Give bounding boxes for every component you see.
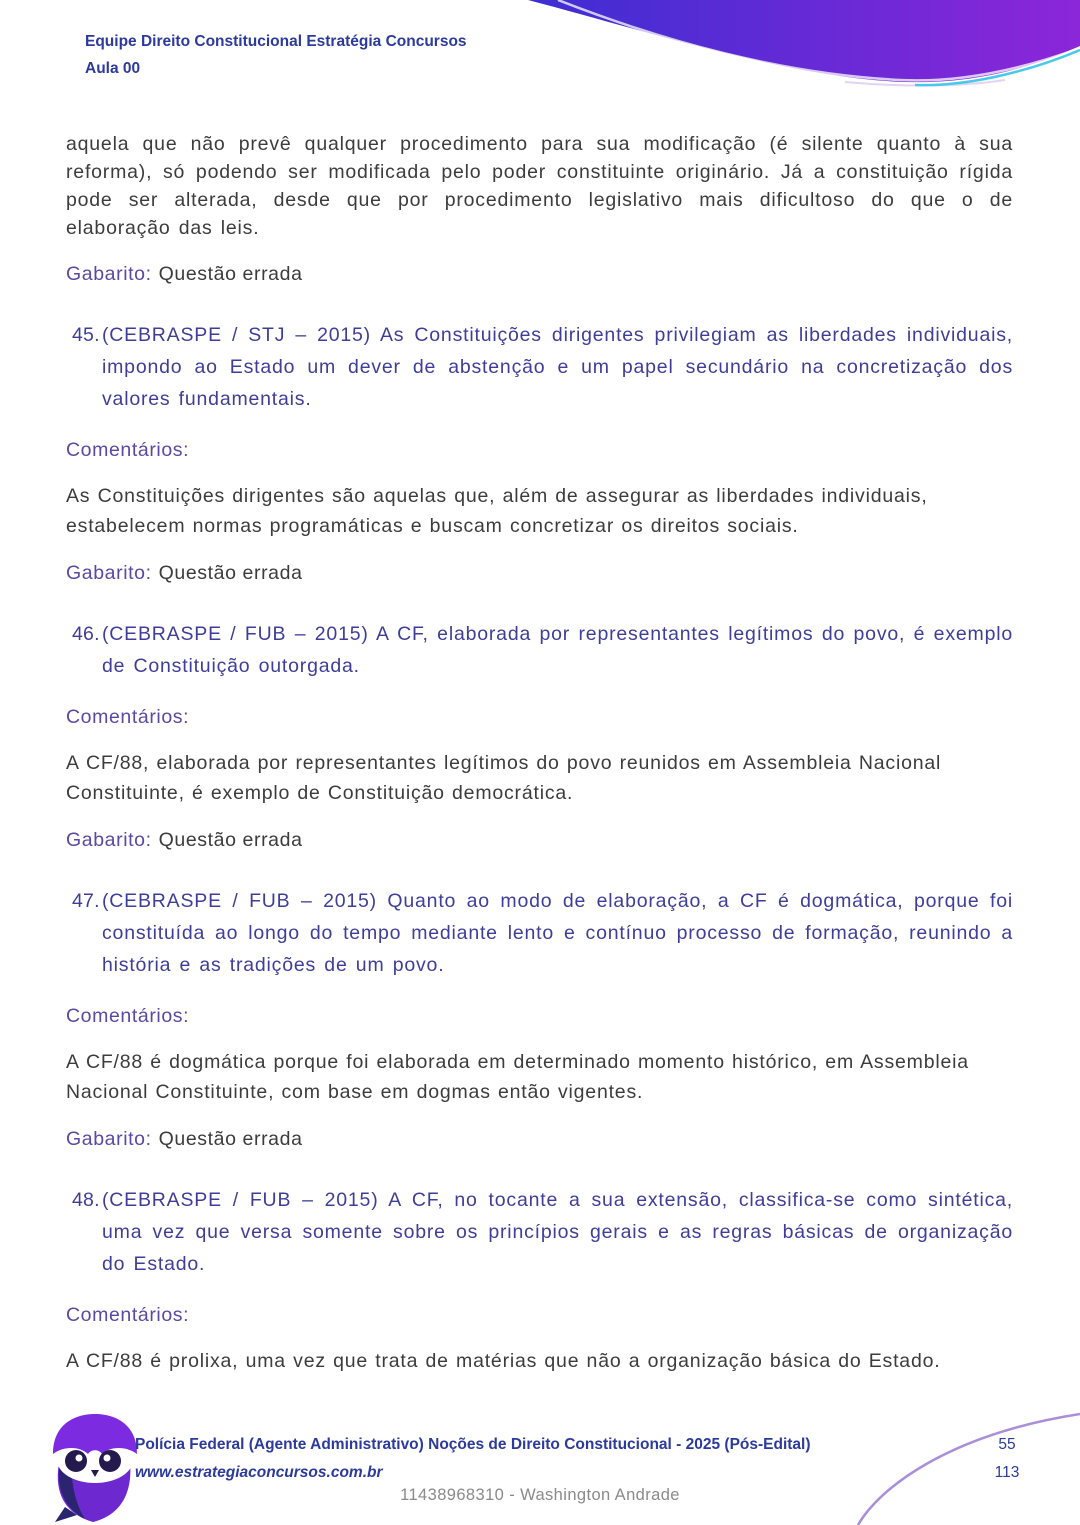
comentarios-label: Comentários:: [66, 1304, 190, 1326]
intro-paragraph: aquela que não prevê qualquer procedimento para sua modificação (é silente quanto à sua reforma), só podendo ser modificada pelo poder constituinte originário. Já a constituição rígida pode ser alterada, desde que por procedimento legislativo mais dificultoso do que o de elaboração das leis.: [66, 133, 1013, 239]
gabarito-line: [66, 261, 1013, 287]
footer-watermark: 11438968310 - Washington Andrade: [400, 1486, 680, 1504]
page-number-total: 113: [994, 1464, 1020, 1481]
gabarito-value: Questão errada: [158, 263, 303, 285]
gabarito-label: Gabarito:: [66, 829, 152, 851]
comentarios-label: Comentários:: [66, 1005, 190, 1027]
gabarito-value: Questão errada: [158, 829, 303, 851]
question-item-45: [72, 319, 1013, 415]
comentarios-label: Comentários:: [66, 706, 190, 728]
question-item-48: [72, 1184, 1013, 1280]
header-team-line: Equipe Direito Constitucional Estratégia Concursos: [85, 33, 467, 50]
question-text: (CEBRASPE / FUB – 2015) A CF, no tocante a sua extensão, classifica-se como sintética, uma vez que versa somente sobre os princípios gerais e as regras básicas de organização do Estado.: [102, 1189, 1013, 1275]
question-number: 48.: [72, 1189, 100, 1211]
gabarito-value: Questão errada: [158, 1128, 303, 1150]
question-text: (CEBRASPE / STJ – 2015) As Constituições dirigentes privilegiam as liberdades individuais, impondo ao Estado um dever de abstenção e um papel secundário na concretização dos valores fundamentais.: [102, 324, 1013, 410]
estrategia-owl-logo: [45, 1412, 145, 1524]
footer-course-title: Polícia Federal (Agente Administrativo) Noções de Direito Constitucional - 2025 (Pós-Edital): [135, 1436, 811, 1453]
question-number: 46.: [72, 623, 100, 645]
gabarito-label: Gabarito:: [66, 562, 152, 584]
page-number-current: 55: [998, 1436, 1016, 1453]
gabarito-line: [66, 827, 1013, 853]
comment-text: A CF/88 é prolixa, uma vez que trata de matérias que não a organização básica do Estado.: [66, 1350, 941, 1372]
question-text: (CEBRASPE / FUB – 2015) A CF, elaborada por representantes legítimos do povo, é exemplo de Constituição outorgada.: [102, 623, 1013, 677]
question-item-47: [72, 885, 1013, 981]
gabarito-line: [66, 1126, 1013, 1152]
comentarios-label: Comentários:: [66, 439, 190, 461]
gabarito-label: Gabarito:: [66, 1128, 152, 1150]
question-item-46: [72, 618, 1013, 682]
footer-arc-decoration: [850, 1405, 1080, 1525]
question-number: 47.: [72, 890, 100, 912]
question-text: (CEBRASPE / FUB – 2015) Quanto ao modo de elaboração, a CF é dogmática, porque foi constituída ao longo do tempo mediante lento e contínuo processo de formação, reunindo a história e as tradições de um povo.: [102, 890, 1013, 976]
gabarito-value: Questão errada: [158, 562, 303, 584]
comment-text: A CF/88 é dogmática porque foi elaborada em determinado momento histórico, em Assembleia Nacional Constituinte, com base em dogmas então vigentes.: [66, 1051, 969, 1103]
footer-website-link[interactable]: www.estrategiaconcursos.com.br: [135, 1464, 383, 1481]
comment-text: A CF/88, elaborada por representantes legítimos do povo reunidos em Assembleia Nacional Constituinte, é exemplo de Constituição democrática.: [66, 752, 942, 804]
gabarito-label: Gabarito:: [66, 263, 152, 285]
header-lesson-line: Aula 00: [85, 60, 141, 77]
gabarito-line: [66, 560, 1013, 586]
question-number: 45.: [72, 324, 100, 346]
comment-text: As Constituições dirigentes são aquelas que, além de assegurar as liberdades individuais, estabelecem normas programáticas e buscam concretizar os direitos sociais.: [66, 485, 928, 537]
